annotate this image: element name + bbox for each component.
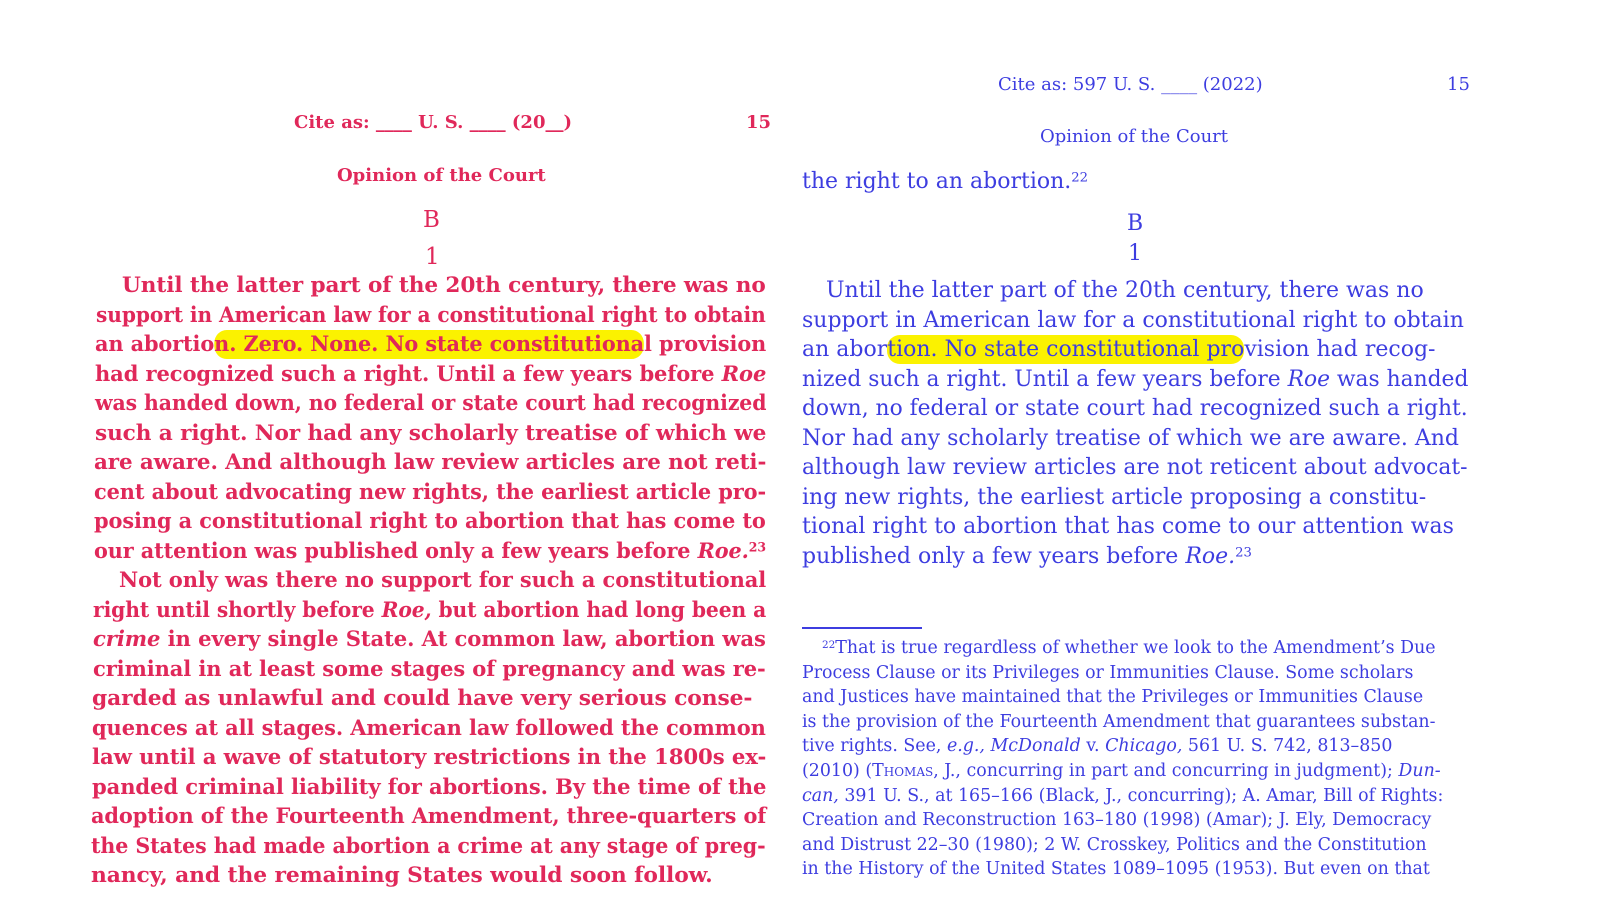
line-text: is the provision of the Fourteenth Amendment that guarantees substan- bbox=[802, 711, 1436, 732]
carryover-text: the right to an abortion. bbox=[802, 169, 1072, 194]
right-footnote-line bbox=[802, 736, 1392, 756]
right-footnote-line bbox=[802, 810, 1431, 830]
line-text: Creation and Reconstruction 163–180 (1998) (Amar); J. Ely, Democracy bbox=[802, 810, 1432, 831]
line-text: (2010) ( bbox=[802, 761, 873, 781]
italic-text: Chicago, bbox=[1105, 736, 1183, 757]
left-body-line bbox=[95, 362, 766, 387]
left-body-line bbox=[93, 657, 766, 682]
line-text: such a right. Nor had any scholarly treatise of which we bbox=[95, 420, 767, 446]
left-body-line bbox=[92, 775, 766, 800]
justice-name: Thomas bbox=[872, 761, 934, 781]
line-text: That is true regardless of whether we look to the Amendment’s Due bbox=[835, 638, 1436, 658]
left-body-line bbox=[91, 863, 713, 888]
left-body-line bbox=[91, 834, 766, 859]
right-opinion-label: Opinion of the Court bbox=[1040, 126, 1228, 147]
right-footnote-line bbox=[802, 687, 1423, 707]
line-text: Not only was there no support for such a constitutional bbox=[119, 568, 767, 593]
footnote-ref: 23 bbox=[1235, 544, 1252, 560]
line-text: and Justices have maintained that the Privileges or Immunities Clause bbox=[802, 687, 1424, 708]
line-text: right until shortly before bbox=[93, 597, 382, 623]
line-text: Process Clause or its Privileges or Immunities Clause. Some scholars bbox=[802, 662, 1414, 683]
line-text: although law review articles are not reticent about advocat- bbox=[802, 455, 1468, 480]
line-text: was handed bbox=[1329, 366, 1469, 392]
line-text: law until a wave of statutory restrictions in the 1800s ex- bbox=[92, 745, 767, 770]
right-footnote-line bbox=[802, 786, 1443, 806]
line-text: panded criminal liability for abortions. By the time of the bbox=[92, 774, 767, 800]
right-body-line bbox=[802, 367, 1468, 392]
left-body-line bbox=[92, 716, 766, 741]
left-body-line bbox=[122, 273, 766, 298]
line-text: down, no federal or state court had recognized such a right. bbox=[802, 396, 1468, 421]
footnote-number: 22 bbox=[822, 638, 836, 651]
left-body-line bbox=[94, 539, 766, 564]
line-text: Until the latter part of the 20th century, there was no bbox=[826, 278, 1424, 303]
line-text: 391 U. S., at 165–166 (Black, J., concurring); A. Amar, Bill of Rights: bbox=[838, 785, 1444, 806]
line-text: garded as unlawful and could have very serious conse- bbox=[92, 686, 753, 711]
right-footnote-line bbox=[802, 859, 1430, 879]
italic-text: Roe. bbox=[697, 538, 749, 564]
right-body-line bbox=[802, 514, 1454, 539]
line-text: in every single State. At common law, abortion was bbox=[160, 627, 766, 652]
right-document-page bbox=[800, 0, 1600, 900]
line-text: the States had made abortion a crime at any stage of preg- bbox=[91, 833, 766, 859]
line-text: quences at all stages. American law followed the common bbox=[92, 715, 766, 741]
line-text: are aware. And although law review articles are not reti- bbox=[94, 450, 767, 475]
line-text: nized such a right. Until a few years before bbox=[802, 366, 1288, 392]
left-body-line bbox=[94, 450, 766, 475]
line-text: Nor had any scholarly treatise of which we are aware. And bbox=[802, 425, 1460, 451]
line-text: vision had recog- bbox=[1244, 337, 1436, 362]
line-text: posing a constitutional right to abortion that has come to bbox=[94, 509, 766, 534]
line-text: tional right to abortion that has come to our attention was bbox=[802, 514, 1454, 539]
right-footnote-line bbox=[822, 638, 1436, 658]
line-text: had recognized such a right. Until a few years before bbox=[95, 361, 722, 387]
left-body-line bbox=[94, 509, 766, 534]
line-text: adoption of the Fourteenth Amendment, three-quarters of bbox=[91, 804, 767, 829]
right-page-number: 15 bbox=[1447, 74, 1470, 95]
line-text: criminal in at least some stages of pregnancy and was re- bbox=[93, 656, 766, 682]
left-body-line bbox=[91, 804, 766, 829]
right-footnote-line bbox=[802, 712, 1436, 732]
left-body-line bbox=[94, 480, 766, 505]
line-text: our attention was published only a few years before bbox=[94, 538, 698, 564]
left-opinion-label: Opinion of the Court bbox=[337, 165, 546, 186]
line-text: an abor bbox=[802, 337, 888, 362]
left-body-line bbox=[95, 421, 766, 446]
line-text: 561 U. S. 742, 813–850 bbox=[1182, 736, 1393, 757]
left-body-line bbox=[95, 332, 766, 357]
footnote-ref: 23 bbox=[748, 539, 766, 555]
line-text: , J., concurring in part and concurring in judgment); bbox=[933, 761, 1399, 781]
line-text: nancy, and the remaining States would soon follow. bbox=[91, 863, 713, 888]
line-text: tive rights. See, bbox=[802, 736, 947, 757]
right-body-line bbox=[802, 544, 1252, 569]
right-section-letter: B bbox=[1127, 211, 1144, 236]
right-body-line bbox=[802, 426, 1459, 451]
italic-text: e.g., McDonald bbox=[946, 736, 1081, 757]
left-document-page bbox=[0, 0, 790, 900]
left-body-line bbox=[93, 598, 766, 623]
line-text: Until the latter part of the 20th century, there was no bbox=[122, 273, 766, 298]
italic-text: Roe bbox=[721, 361, 767, 387]
right-body-line bbox=[802, 337, 1436, 362]
line-text: cent about advocating new rights, the earliest article pro- bbox=[94, 479, 767, 505]
right-body-line bbox=[802, 396, 1468, 421]
line-text: an abortio bbox=[95, 332, 215, 357]
line-text: ing new rights, the earliest article proposing a constitu- bbox=[802, 484, 1427, 510]
highlighted-text: tion. No state constitutional pro bbox=[887, 337, 1245, 362]
left-section-number: 1 bbox=[425, 244, 440, 270]
footnote-divider bbox=[802, 627, 922, 629]
italic-text: crime bbox=[93, 627, 161, 652]
left-cite-line: Cite as: ____ U. S. ____ (20__) bbox=[294, 112, 572, 133]
line-text: v. bbox=[1080, 736, 1106, 757]
right-body-line bbox=[826, 278, 1424, 303]
italic-text: can, bbox=[802, 785, 839, 806]
right-footnote-line bbox=[802, 835, 1427, 855]
line-text: in the History of the United States 1089–1095 (1953). But even on that bbox=[802, 859, 1430, 880]
line-text: support in American law for a constitutional right to obtain bbox=[802, 307, 1464, 333]
left-section-letter: B bbox=[423, 207, 440, 233]
left-body-line bbox=[95, 391, 766, 416]
line-text: l provision bbox=[644, 332, 767, 357]
italic-text: Roe bbox=[1287, 366, 1330, 392]
line-text: but abortion had long been a bbox=[431, 597, 767, 623]
right-body-line bbox=[802, 485, 1426, 510]
italic-text: Roe, bbox=[381, 597, 432, 623]
left-body-line bbox=[93, 627, 766, 652]
right-footnote-line bbox=[802, 663, 1413, 683]
left-body-line bbox=[92, 686, 752, 711]
left-body-line bbox=[92, 745, 766, 770]
right-section-number: 1 bbox=[1128, 241, 1142, 266]
highlighted-text: n. Zero. None. No state constitutiona bbox=[214, 332, 645, 357]
left-body-line bbox=[96, 303, 766, 328]
right-cite-line: Cite as: 597 U. S. ____ (2022) bbox=[998, 74, 1263, 95]
line-text: published only a few years before bbox=[802, 543, 1186, 569]
left-page-number: 15 bbox=[746, 112, 772, 133]
left-body-line bbox=[119, 568, 766, 593]
line-text: support in American law for a constitutional right to obtain bbox=[96, 302, 766, 328]
right-body-line bbox=[802, 308, 1464, 333]
line-text: and Distrust 22–30 (1980); 2 W. Crosskey, Politics and the Constitution bbox=[802, 834, 1427, 855]
right-footnote-line bbox=[802, 761, 1441, 781]
italic-text: Roe. bbox=[1185, 543, 1236, 569]
footnote-ref-22: 22 bbox=[1071, 170, 1089, 186]
italic-text: Dun- bbox=[1398, 761, 1441, 781]
right-carryover-line bbox=[802, 169, 1088, 194]
line-text: was handed down, no federal or state court had recognized bbox=[95, 391, 767, 416]
right-body-line bbox=[802, 455, 1468, 480]
